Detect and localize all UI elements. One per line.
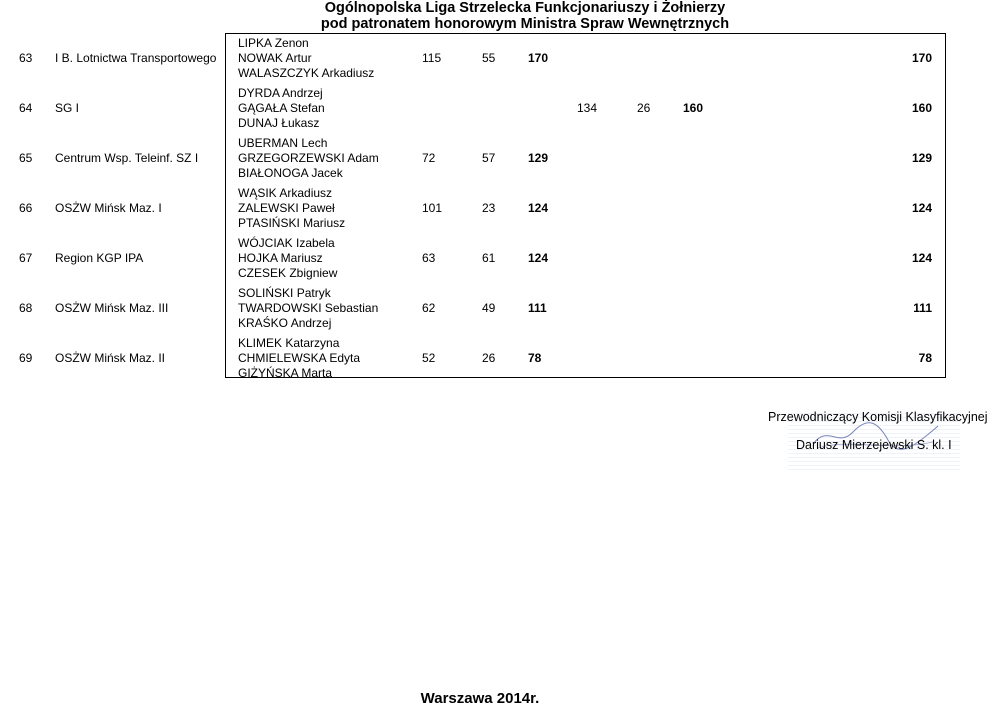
member-name: WALASZCZYK Arkadiusz [238, 66, 375, 80]
place-number: 67 [19, 251, 33, 265]
member-name: GIŻYŃSKA Marta [238, 366, 333, 380]
member-name: GRZEGORZEWSKI Adam [238, 151, 379, 165]
team-members [238, 236, 337, 281]
place-number: 68 [19, 301, 33, 315]
member-name: CZESEK Zbigniew [238, 266, 338, 280]
score-a: 134 [577, 101, 598, 115]
signature-title: Przewodniczący Komisji Klasyfikacyjnej [768, 410, 988, 424]
team-members [238, 86, 325, 131]
score-sum: 124 [528, 251, 549, 265]
signature-name: Dariusz Mierzejewski S. kl. I [796, 438, 952, 452]
score-b: 57 [482, 151, 496, 165]
results-table [0, 33, 948, 378]
score-sum: 129 [528, 151, 549, 165]
score-a: 63 [422, 251, 436, 265]
score-sum: 111 [528, 301, 547, 315]
table-row [0, 33, 948, 83]
member-name: WĄSIK Arkadiusz [238, 186, 333, 200]
header-line-2: pod patronatem honorowym Ministra Spraw Wewnętrznych [320, 16, 730, 32]
member-name: PTASIŃSKI Mariusz [238, 216, 346, 230]
document-header [320, 0, 730, 32]
signature-block [768, 410, 988, 470]
member-name: HOJKA Mariusz [238, 251, 323, 265]
score-sum: 78 [528, 351, 542, 365]
total-score: 124 [911, 201, 932, 215]
team-name: SG I [55, 101, 80, 115]
team-members [238, 286, 378, 331]
score-b: 55 [482, 51, 496, 65]
team-name: OSŻW Mińsk Maz. II [55, 351, 166, 365]
score-b: 26 [482, 351, 496, 365]
member-name: NOWAK Artur [238, 51, 312, 65]
place-number: 63 [19, 51, 33, 65]
score-sum: 124 [528, 201, 549, 215]
score-b: 26 [637, 101, 651, 115]
table-row [0, 333, 948, 383]
table-row [0, 83, 948, 133]
header-line-1: Ogólnopolska Liga Strzelecka Funkcjonariuszy i Żołnierzy [324, 0, 726, 16]
member-name: ZALEWSKI Paweł [238, 201, 335, 215]
total-score: 129 [911, 151, 932, 165]
member-name: WÓJCIAK Izabela [238, 236, 335, 250]
table-row [0, 233, 948, 283]
score-a: 101 [422, 201, 443, 215]
total-score: 160 [911, 101, 932, 115]
score-a: 72 [422, 151, 436, 165]
score-a: 52 [422, 351, 436, 365]
table-row [0, 133, 948, 183]
team-name: OSŻW Mińsk Maz. I [55, 201, 162, 215]
team-name: Centrum Wsp. Teleinf. SZ I [55, 151, 199, 165]
score-b: 23 [482, 201, 496, 215]
score-a: 62 [422, 301, 436, 315]
member-name: UBERMAN Lech [238, 136, 328, 150]
team-members [238, 336, 360, 381]
place-number: 69 [19, 351, 33, 365]
table-row [0, 183, 948, 233]
member-name: GĄGAŁA Stefan [238, 101, 325, 115]
score-b: 49 [482, 301, 496, 315]
member-name: KLIMEK Katarzyna [238, 336, 340, 350]
member-name: TWARDOWSKI Sebastian [238, 301, 379, 315]
total-score: 111 [913, 301, 932, 315]
place-number: 66 [19, 201, 33, 215]
team-members [238, 186, 345, 231]
total-score: 78 [918, 351, 932, 365]
member-name: DYRDA Andrzej [238, 86, 323, 100]
footer-place-date: Warszawa 2014r. [420, 690, 540, 707]
member-name: KRAŚKO Andrzej [238, 316, 332, 330]
team-name: Region KGP IPA [55, 251, 144, 265]
place-number: 65 [19, 151, 33, 165]
member-name: SOLIŃSKI Patryk [238, 286, 331, 300]
member-name: LIPKA Zenon [238, 36, 309, 50]
team-members [238, 136, 379, 181]
table-row [0, 283, 948, 333]
member-name: DUNAJ Łukasz [238, 116, 320, 130]
score-b: 61 [482, 251, 496, 265]
total-score: 124 [911, 251, 932, 265]
total-score: 170 [911, 51, 932, 65]
team-name: OSŻW Mińsk Maz. III [55, 301, 169, 315]
team-members [238, 36, 374, 81]
score-sum: 170 [528, 51, 549, 65]
score-a: 115 [422, 51, 442, 65]
member-name: CHMIELEWSKA Edyta [238, 351, 361, 365]
score-sum: 160 [683, 101, 704, 115]
place-number: 64 [19, 101, 33, 115]
team-name: I B. Lotnictwa Transportowego [55, 51, 217, 65]
member-name: BIAŁONOGA Jacek [238, 166, 343, 180]
